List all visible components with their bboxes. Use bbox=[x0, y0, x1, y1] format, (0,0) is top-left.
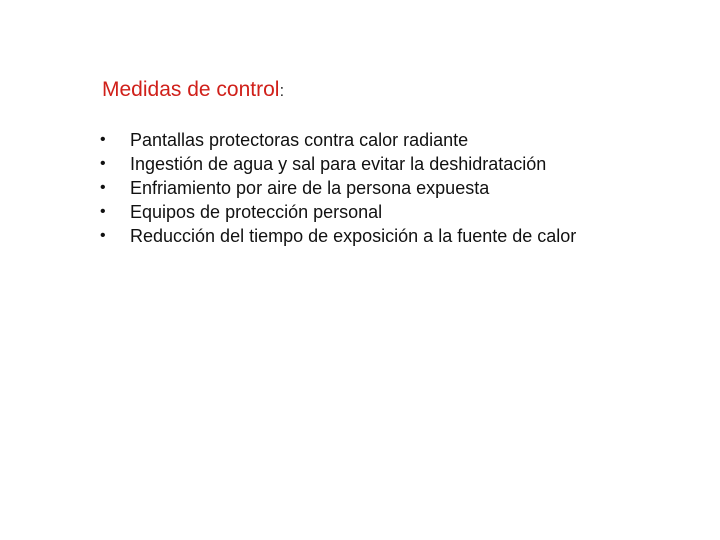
bullet-icon: • bbox=[100, 131, 106, 148]
slide-heading bbox=[102, 76, 284, 105]
list-item-text: Reducción del tiempo de exposición a la fuente de calor bbox=[130, 226, 577, 246]
heading-title: Medidas de control bbox=[102, 78, 280, 101]
list-item-text: Enfriamiento por aire de la persona expuesta bbox=[130, 178, 490, 198]
bullet-icon: • bbox=[100, 155, 106, 172]
heading-colon: : bbox=[279, 81, 285, 100]
bullet-icon: • bbox=[100, 227, 106, 244]
list-item-text: Ingestión de agua y sal para evitar la deshidratación bbox=[130, 154, 547, 174]
list-item-text: Pantallas protectoras contra calor radiante bbox=[130, 130, 469, 150]
bullet-icon: • bbox=[100, 179, 106, 196]
list-item-text: Equipos de protección personal bbox=[130, 202, 383, 222]
bullet-icon: • bbox=[100, 203, 106, 220]
